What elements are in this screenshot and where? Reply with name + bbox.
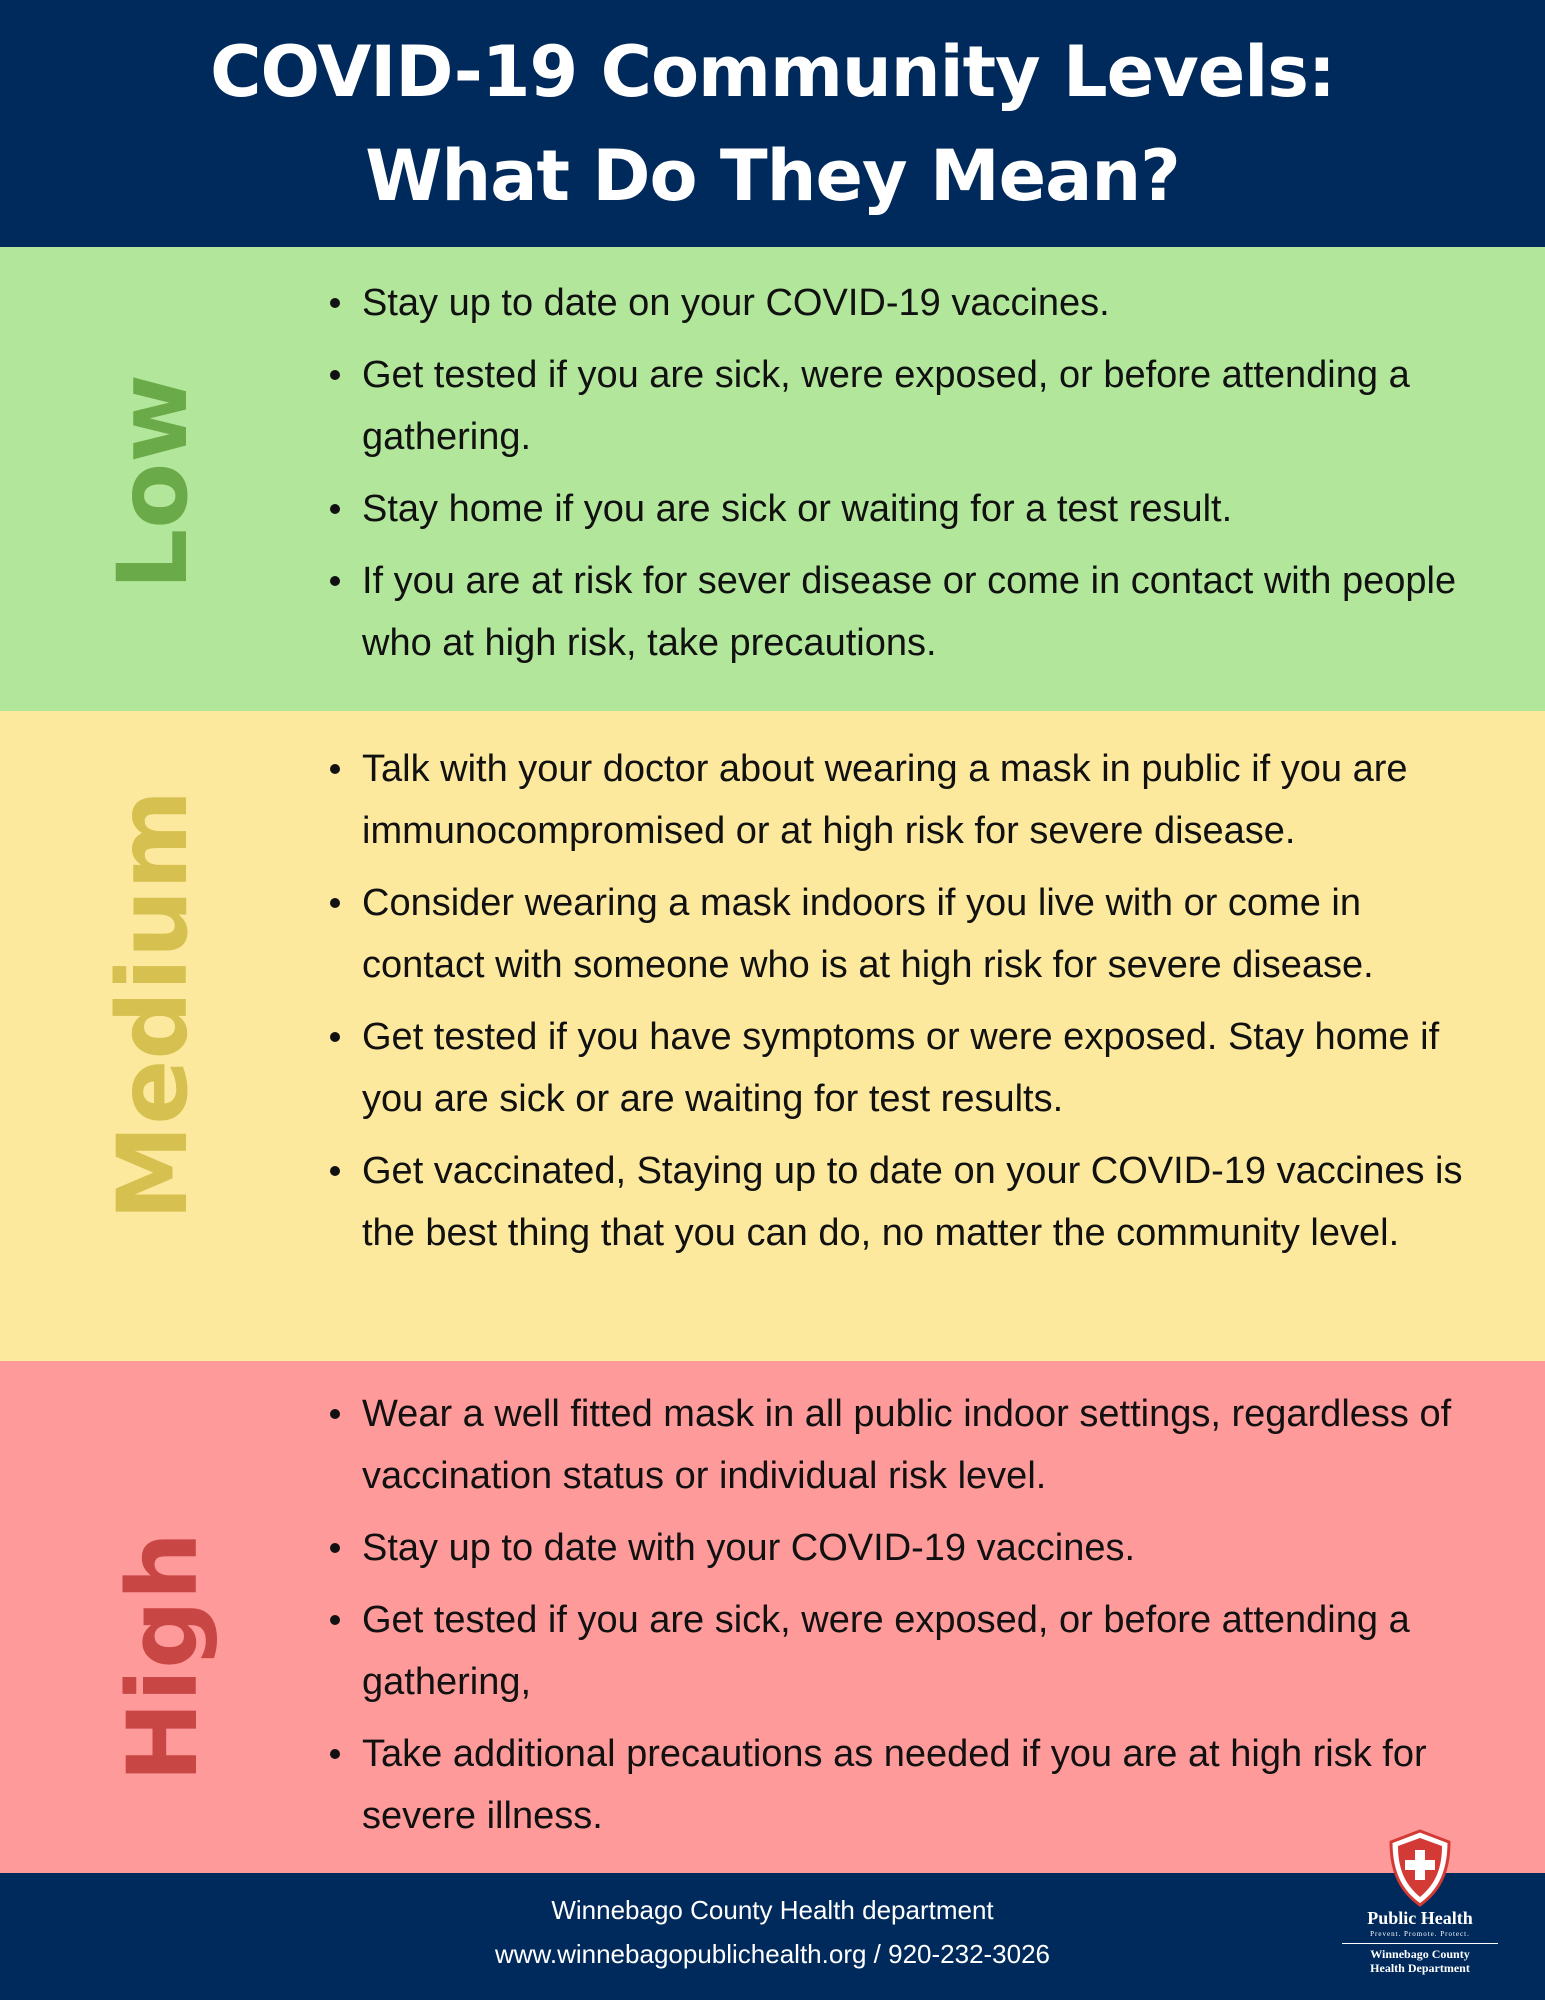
bullet-icon	[330, 370, 340, 380]
footer-org-name: Winnebago County Health department	[551, 1895, 994, 1925]
level-label-medium: Medium	[97, 789, 209, 1221]
page-title-line-2: What Do They Mean?	[365, 134, 1180, 217]
list-item-text: Take additional precautions as needed if you are at high risk for severe illness.	[362, 1733, 1427, 1837]
guidance-list-medium	[324, 738, 1484, 1274]
list-item	[324, 1723, 1484, 1847]
footer-contact-link[interactable]: www.winnebagopublichealth.org / 920-232-3026	[494, 1939, 1051, 1969]
public-health-logo	[1340, 1828, 1500, 1988]
logo-tagline: Prevent. Promote. Protect.	[1370, 1930, 1470, 1938]
list-item	[324, 872, 1484, 996]
level-section-low	[0, 247, 1545, 711]
level-label-high: High	[107, 1531, 219, 1783]
header-banner	[0, 0, 1545, 247]
list-item	[324, 478, 1484, 540]
page-title-line-1: COVID-19 Community Levels:	[210, 30, 1335, 113]
list-item-text: Stay home if you are sick or waiting for a test result.	[362, 488, 1233, 530]
bullet-icon	[330, 1749, 340, 1759]
list-item	[324, 550, 1484, 674]
list-item-text: Talk with your doctor about wearing a mask in public if you are immunocompromised or at high risk for severe disease.	[362, 748, 1408, 852]
list-item-text: Get vaccinated, Staying up to date on your COVID-19 vaccines is the best thing that you can do, no matter the community level.	[362, 1150, 1463, 1254]
bullet-icon	[330, 576, 340, 586]
guidance-list-high	[324, 1383, 1484, 1857]
level-label-low: Low	[97, 374, 209, 590]
logo-title: Public Health	[1367, 1908, 1473, 1928]
shield-cross-icon	[1385, 1828, 1455, 1908]
list-item-text: Stay up to date on your COVID-19 vaccines.	[362, 282, 1110, 324]
list-item	[324, 1140, 1484, 1264]
list-item	[324, 272, 1484, 334]
list-item	[324, 738, 1484, 862]
bullet-icon	[330, 1543, 340, 1553]
list-item-text: Stay up to date with your COVID-19 vaccines.	[362, 1527, 1136, 1569]
guidance-list-low	[324, 272, 1484, 684]
list-item	[324, 1006, 1484, 1130]
logo-org-line-1: Winnebago County	[1370, 1947, 1470, 1961]
list-item-text: Get tested if you are sick, were exposed, or before attending a gathering.	[362, 354, 1410, 458]
bullet-icon	[330, 1409, 340, 1419]
list-item	[324, 1589, 1484, 1713]
logo-divider	[1342, 1943, 1498, 1944]
bullet-icon	[330, 898, 340, 908]
bullet-icon	[330, 1032, 340, 1042]
bullet-icon	[330, 1166, 340, 1176]
level-section-medium	[0, 711, 1545, 1361]
list-item	[324, 344, 1484, 468]
footer-banner	[0, 1873, 1545, 2000]
bullet-icon	[330, 1615, 340, 1625]
list-item-text: Consider wearing a mask indoors if you live with or come in contact with someone who is at high risk for severe disease.	[362, 882, 1374, 986]
level-section-high	[0, 1361, 1545, 1873]
bullet-icon	[330, 764, 340, 774]
list-item-text: Get tested if you have symptoms or were exposed. Stay home if you are sick or are waiting for test results.	[362, 1016, 1440, 1120]
list-item	[324, 1517, 1484, 1579]
logo-org-line-2: Health Department	[1370, 1961, 1470, 1975]
bullet-icon	[330, 504, 340, 514]
list-item-text: If you are at risk for sever disease or come in contact with people who at high risk, take precautions.	[362, 560, 1457, 664]
list-item-text: Get tested if you are sick, were exposed, or before attending a gathering,	[362, 1599, 1410, 1703]
list-item-text: Wear a well fitted mask in all public indoor settings, regardless of vaccination status or individual risk level.	[362, 1393, 1452, 1497]
list-item	[324, 1383, 1484, 1507]
bullet-icon	[330, 298, 340, 308]
